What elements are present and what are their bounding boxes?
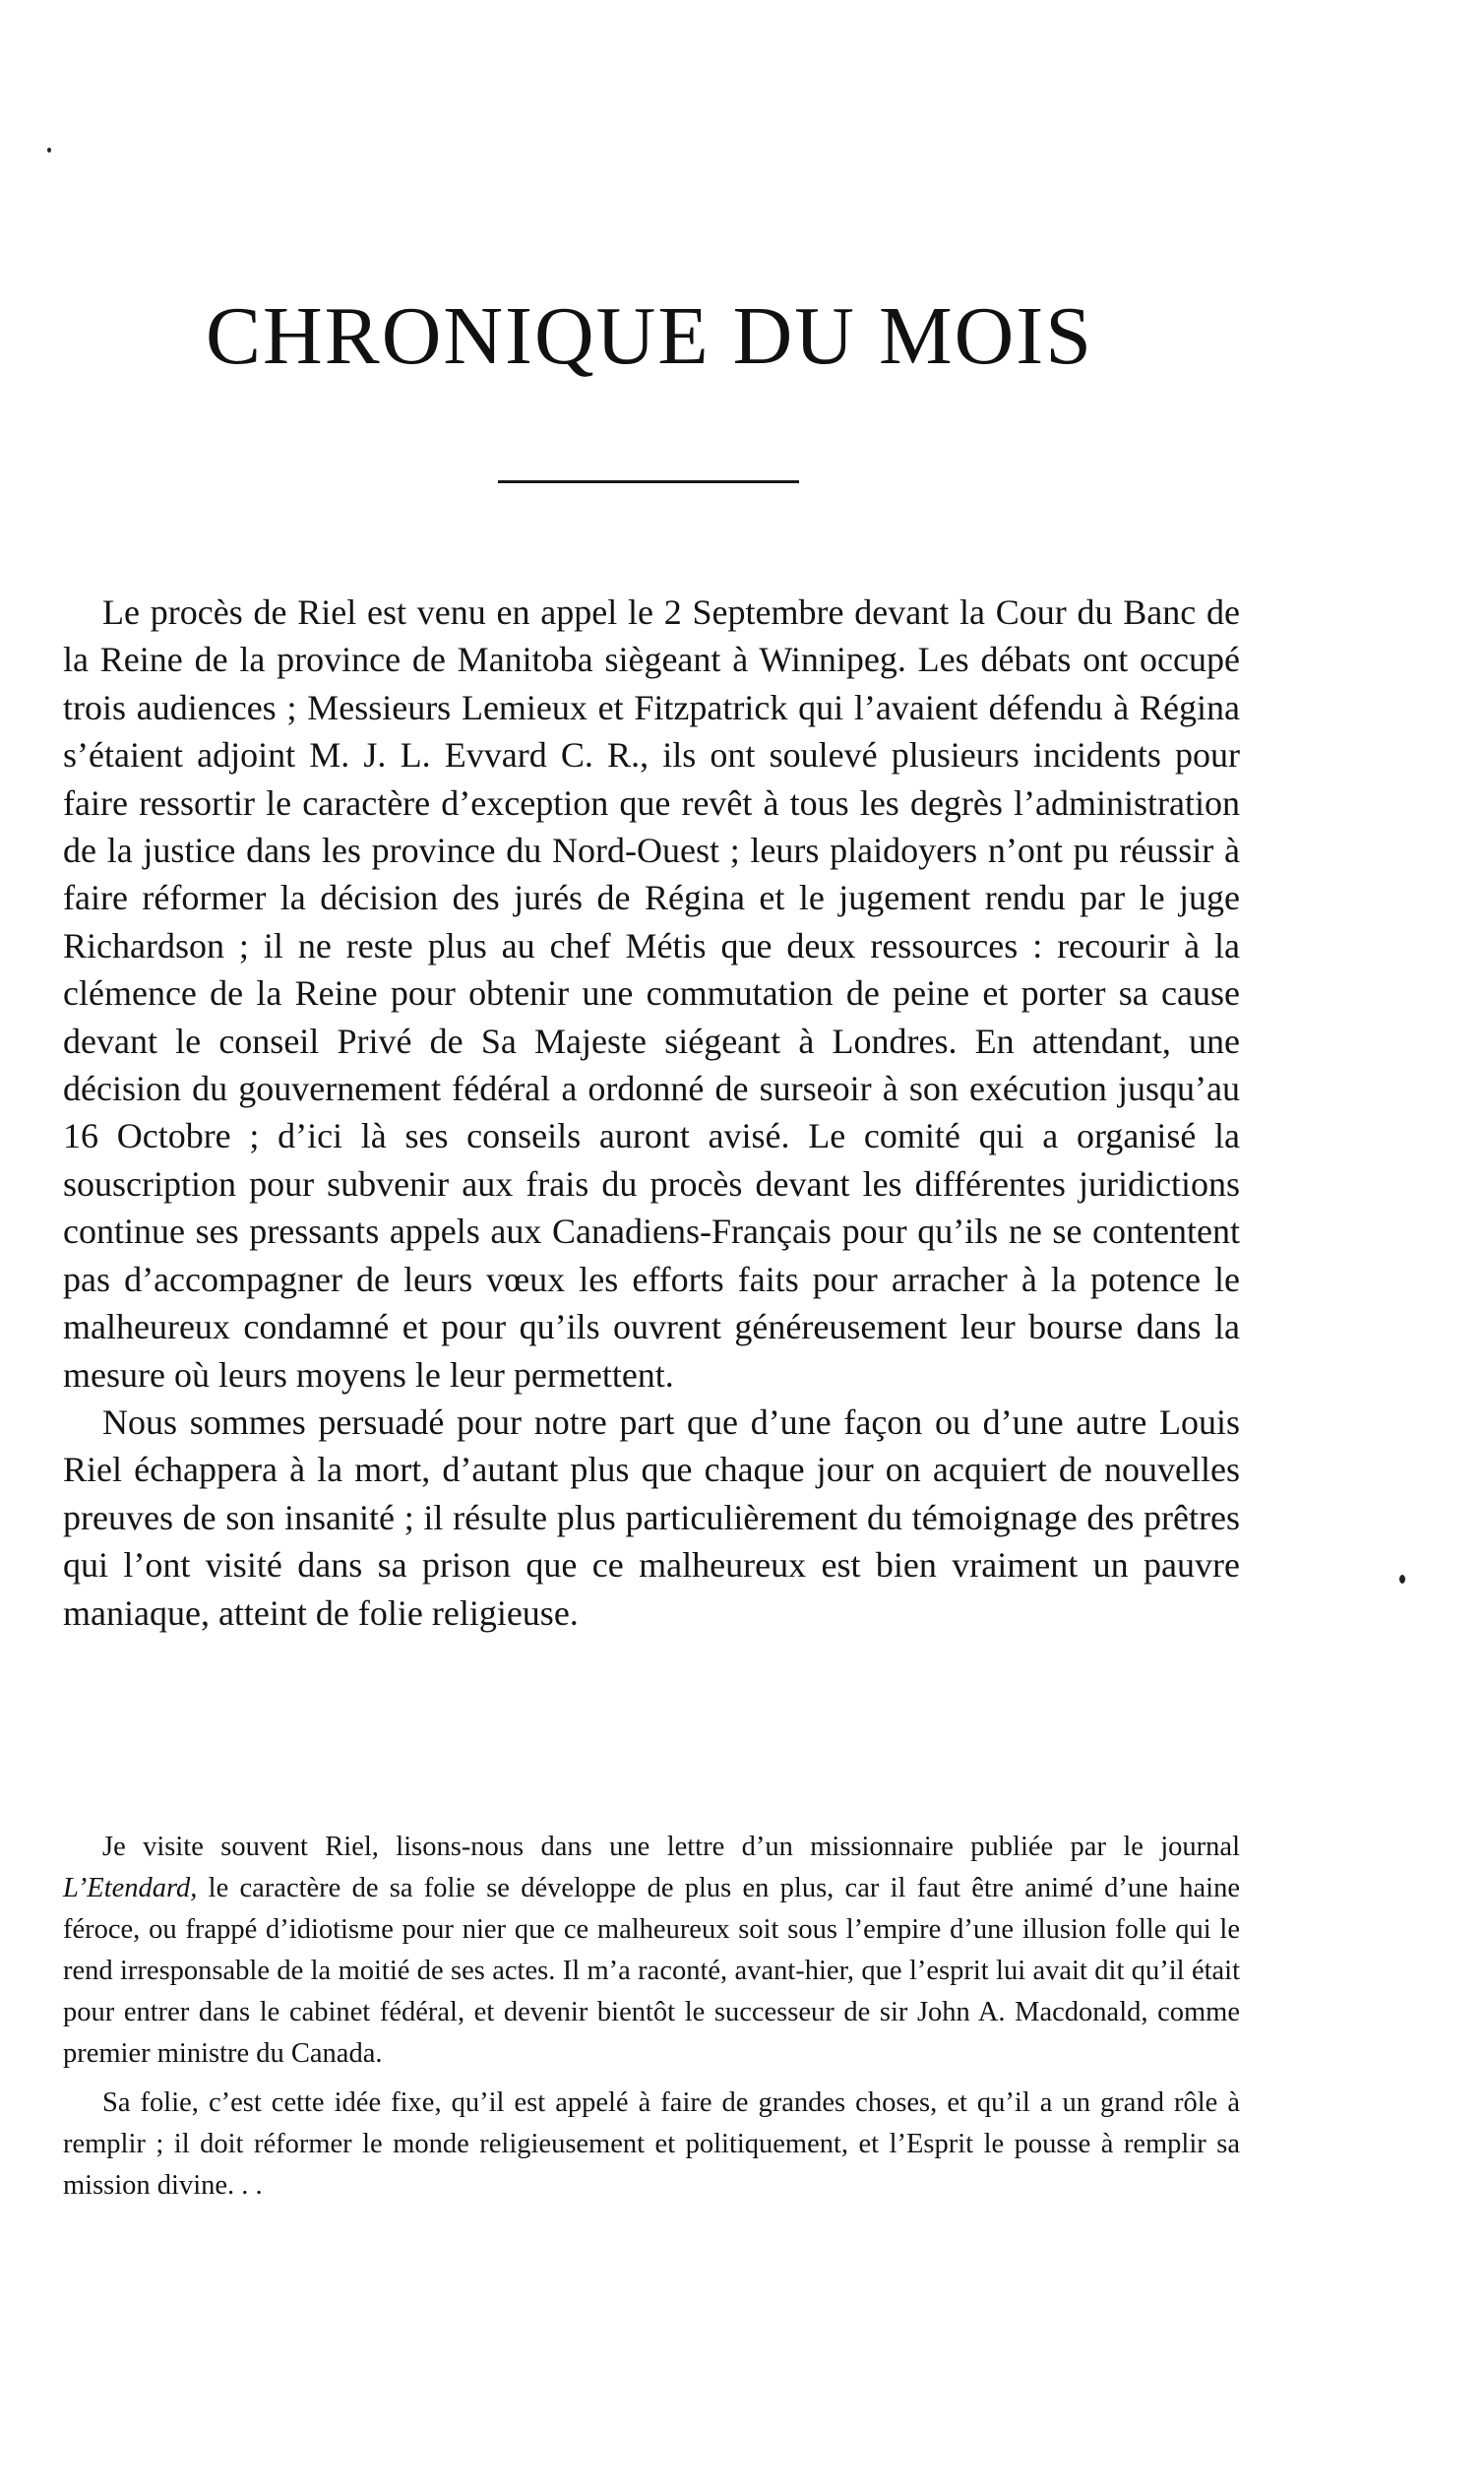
article-paragraph: Nous sommes persuadé pour notre part que d’une façon ou d’une autre Louis Riel échappera à la mort, d’autant plus que chaque jour on acquiert de nouvelles preuves de son insanité ; il résulte plus particulièrement du témoignage des prêtres qui l’ont visité dans sa prison que ce malheureux est bien vraiment un pauvre maniaque, atteint de folie religieuse. (63, 1401, 1240, 1633)
quote-paragraph (63, 1827, 1240, 2075)
quote-text: le caractère de sa folie se développe de plus en plus, car il faut être animé d’une haine féroce, ou frappé d’idiotisme pour nier que ce malheureux soit sous l’empire d’une illusion folle qui le rend irresponsable de la moitié de ses actes. Il m’a raconté, avant-hier, que l’esprit lui avait dit qu’il était pour entrer dans le cabinet fédéral, et devenir bientôt le successeur de sir John A. Macdonald, comme premier ministre du Canada. (63, 1873, 1240, 2069)
ink-speck (47, 148, 51, 153)
quote-text: Je visite souvent Riel, lisons-nous dans une lettre d’un missionnaire publiée par le journal (102, 1832, 1240, 1862)
quote-paragraph: Sa folie, c’est cette idée fixe, qu’il est appelé à faire de grandes choses, et qu’il a un grand rôle à remplir ; il doit réformer le monde religieusement et politiquement, et l’Esprit le pousse à remplir sa mission divine. . . (63, 2087, 1240, 2201)
journal-name: L’Etendard, (63, 1873, 198, 1903)
title-divider (498, 480, 799, 483)
article-body (63, 589, 1240, 1637)
ink-speck (1399, 1575, 1405, 1584)
page-title: CHRONIQUE DU MOIS (205, 290, 1093, 382)
article-paragraph: Le procès de Riel est venu en appel le 2 Septembre devant la Cour du Banc de la Reine de la province de Manitoba siègeant à Winnipeg. Les débats ont occupé trois audiences ; Messieurs Lemieux et Fitzpatrick qui l’avaient défendu à Régina s’étaient adjoint M. J. L. Evvard C. R., ils ont soulevé plusieurs incidents pour faire ressortir le caractère d’exception que revêt à tous les degrès l’administration de la justice dans les province du Nord-Ouest ; leurs plaidoyers n’ont pu réussir à faire réformer la décision des jurés de Régina et le jugement rendu par le juge Richardson ; il ne reste plus au chef Métis que deux ressources : recourir à la clémence de la Reine pour obtenir une commutation de peine et porter sa cause devant le conseil Privé de Sa Majeste siégeant à Londres. En attendant, une décision du gouvernement fédéral a ordonné de surseoir à son exécution jusqu’au 16 Octobre ; d’ici là ses conseils auront avisé. Le comité qui a organisé la souscription pour subvenir aux frais du procès devant les différentes juridictions continue ses pressants appels aux Canadiens-Français pour qu’ils ne se contentent pas d’accompagner de leurs vœux les efforts faits pour arracher à la potence le malheureux condamné et pour qu’ils ouvrent généreusement leur bourse dans la mesure où leurs moyens le leur permettent. (63, 592, 1240, 1395)
quoted-letter (63, 1827, 1240, 2214)
